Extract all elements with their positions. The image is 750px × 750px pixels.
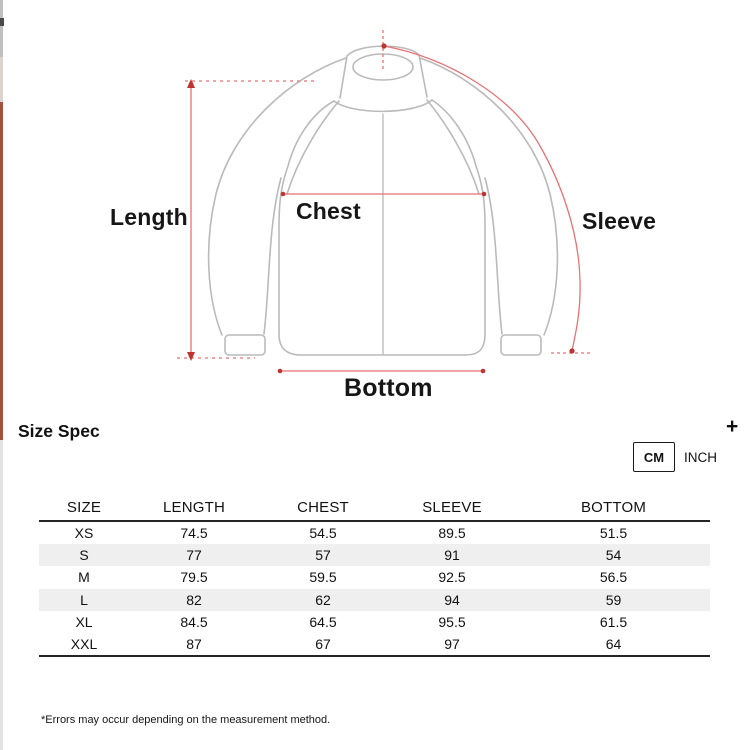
sleeve-start-dot bbox=[381, 43, 386, 48]
value-cell: 62 bbox=[315, 591, 331, 608]
length-bottom-dot bbox=[189, 354, 193, 358]
table-row bbox=[39, 611, 710, 634]
value-cell: 79.5 bbox=[180, 569, 208, 586]
value-cell: 64.5 bbox=[309, 614, 337, 631]
expand-section-button[interactable]: + bbox=[726, 415, 739, 438]
adjacent-image-edge-bottom bbox=[0, 440, 3, 750]
column-header: SLEEVE bbox=[387, 498, 517, 521]
size-cell: XS bbox=[74, 524, 94, 541]
bottom-left-dot bbox=[278, 369, 283, 374]
neckline bbox=[334, 100, 432, 111]
measurement-endpoints bbox=[187, 43, 575, 373]
jacket-outline bbox=[209, 46, 558, 355]
size-cell: XXL bbox=[39, 634, 129, 657]
value-cell: 64 bbox=[517, 634, 710, 657]
left-cuff bbox=[225, 335, 265, 355]
value-cell: 57 bbox=[315, 546, 331, 563]
unit-cm-button[interactable]: CM bbox=[633, 442, 675, 472]
sleeve-label: Sleeve bbox=[582, 208, 657, 234]
right-sleeve-inner-line bbox=[485, 178, 502, 334]
value-cell: 54.5 bbox=[309, 524, 337, 541]
value-cell: 74.5 bbox=[180, 524, 208, 541]
value-cell: 51.5 bbox=[599, 524, 628, 541]
table-row bbox=[39, 566, 710, 589]
column-header: SIZE bbox=[39, 498, 129, 521]
right-cuff bbox=[501, 335, 541, 355]
chest-right-dot bbox=[482, 192, 487, 197]
value-cell: 67 bbox=[259, 634, 387, 657]
size-cell: S bbox=[79, 546, 89, 563]
size-cell: M bbox=[78, 569, 90, 586]
value-cell: 82 bbox=[186, 591, 202, 608]
value-cell: 59 bbox=[605, 591, 622, 608]
length-top-dot bbox=[189, 82, 193, 86]
section-title: Size Spec bbox=[18, 421, 100, 441]
table-row bbox=[39, 634, 710, 657]
length-label: Length bbox=[110, 204, 188, 230]
bottom-label: Bottom bbox=[344, 374, 433, 402]
unit-inch-button[interactable]: INCH bbox=[684, 449, 717, 465]
measurement-footnote: *Errors may occur depending on the measurement method. bbox=[41, 714, 331, 726]
value-cell: 56.5 bbox=[599, 569, 628, 586]
unit-toggle bbox=[633, 442, 717, 472]
right-raglan-seam bbox=[427, 100, 479, 194]
size-spec-table bbox=[39, 498, 710, 657]
value-cell: 95.5 bbox=[438, 614, 466, 631]
table-row bbox=[39, 521, 710, 544]
value-cell: 87 bbox=[129, 634, 259, 657]
value-cell: 91 bbox=[444, 546, 460, 563]
size-cell: L bbox=[80, 591, 88, 608]
value-cell: 84.5 bbox=[180, 614, 208, 631]
column-header: CHEST bbox=[259, 498, 387, 521]
table-row bbox=[39, 544, 710, 567]
chest-label: Chest bbox=[296, 198, 361, 224]
chest-left-dot bbox=[281, 192, 286, 197]
value-cell: 94 bbox=[444, 591, 460, 608]
value-cell: 89.5 bbox=[438, 524, 466, 541]
value-cell: 97 bbox=[387, 634, 517, 657]
column-header: BOTTOM bbox=[517, 498, 710, 521]
sleeve-end-dot bbox=[569, 348, 574, 353]
value-cell: 59.5 bbox=[309, 569, 337, 586]
bottom-right-dot bbox=[481, 369, 486, 374]
column-header: LENGTH bbox=[129, 498, 259, 521]
table-row bbox=[39, 589, 710, 612]
size-table-header-row bbox=[39, 498, 710, 521]
value-cell: 54 bbox=[605, 546, 622, 563]
value-cell: 77 bbox=[186, 546, 202, 563]
size-table-body bbox=[39, 521, 710, 656]
value-cell: 61.5 bbox=[599, 614, 628, 631]
size-cell: XL bbox=[75, 614, 93, 631]
value-cell: 92.5 bbox=[438, 569, 466, 586]
